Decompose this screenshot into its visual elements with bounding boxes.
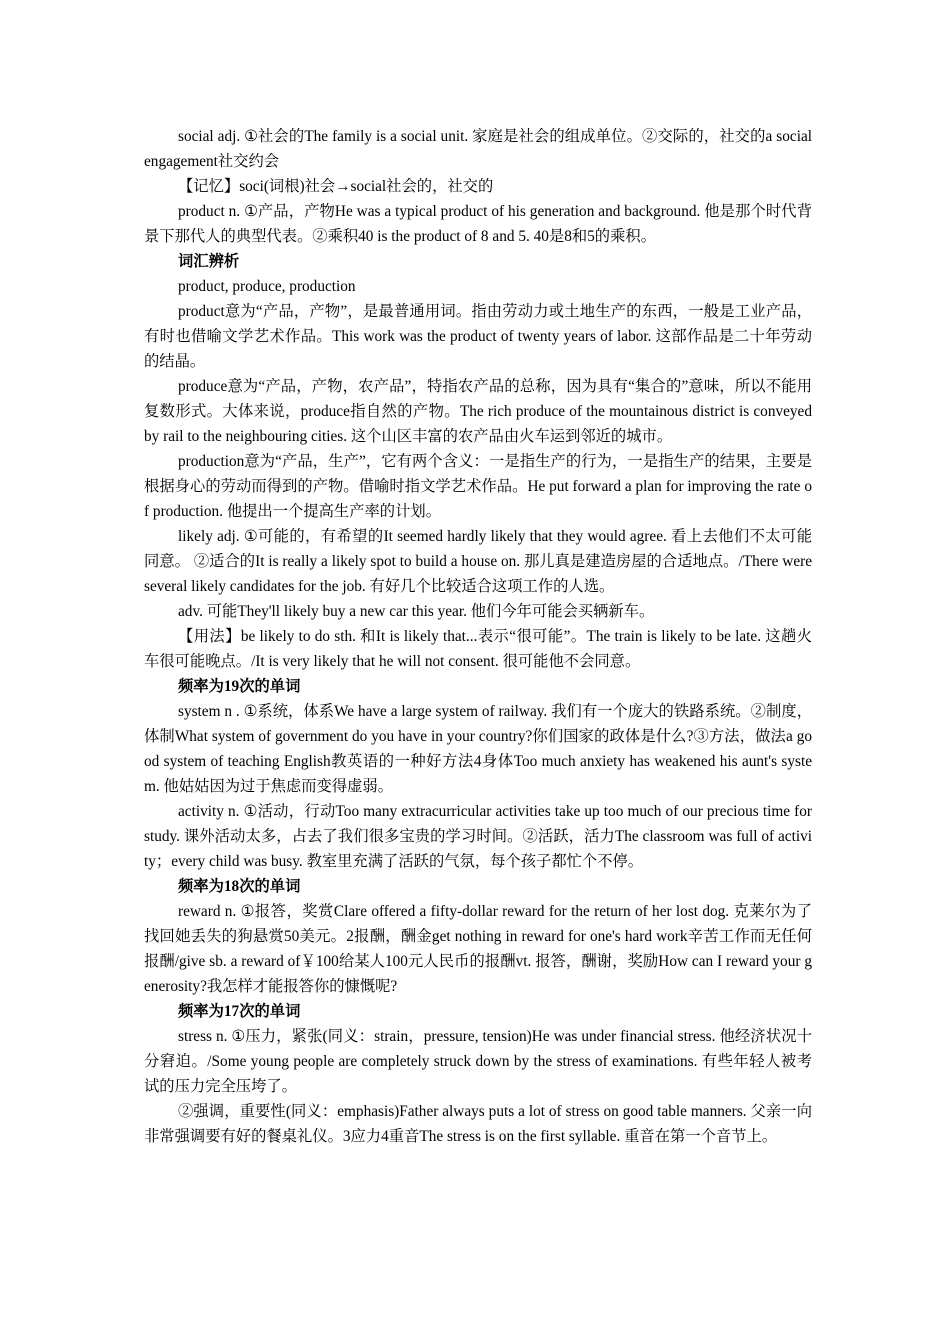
entry-stress: stress n. ①压力，紧张(同义：strain，pressure, tension)He was under financial stress. 他经济状况十分窘迫。/Some young people are completely struck down by the stress of examinations. 有些年轻人被考试的压力完全压垮了。: [144, 1028, 812, 1095]
usage-note-likely: 【用法】be likely to do sth. 和It is likely that...表示“很可能”。The train is likely to be late. 这趟火车很可能晚点。/It is very likely that he will not consent. 很可能他不会同意。: [144, 628, 812, 670]
section-heading-freq-18: 频率为18次的单词: [178, 878, 301, 895]
entry-stress-continued: ②强调，重要性(同义：emphasis)Father always puts a lot of stress on good table manners. 父亲一向非常强调要有好的餐桌礼仪。3应力4重音The stress is on the first syllable. 重音在第一个音节上。: [144, 1103, 812, 1145]
entry-activity: activity n. ①活动，行动Too many extracurricular activities take up too much of our precious time for study. 课外活动太多，占去了我们很多宝贵的学习时间。②活跃，活力The classroom was full of activity；every child was busy. 教室里充满了活跃的气氛，每个孩子都忙个不停。: [144, 803, 812, 870]
memory-note-social: 【记忆】soci(词根)社会→social社会的，社交的: [178, 178, 494, 195]
section-heading-freq-19: 频率为19次的单词: [178, 678, 301, 695]
section-heading-freq-17: 频率为17次的单词: [178, 1003, 301, 1020]
document-body: [144, 124, 812, 1149]
entry-likely: likely adj. ①可能的，有希望的It seemed hardly likely that they would agree. 看上去他们不太可能同意。 ②适合的It is really a likely spot to build a house on. 那儿真是建造房屋的合适地点。/There were several likely candidates for the job. 有好几个比较适合这项工作的人选。: [144, 528, 812, 595]
entry-likely-adv: adv. 可能They'll likely buy a new car this year. 他们今年可能会买辆新车。: [178, 603, 655, 620]
entry-system: system n . ①系统，体系We have a large system of railway. 我们有一个庞大的铁路系统。②制度，体制What system of government do you have in your country?你们国家的政体是什么?③方法，做法a good system of teaching English教英语的一种好方法4身体Too much anxiety has weakened his aunt's system. 他姑姑因为过于焦虑而变得虚弱。: [144, 703, 812, 795]
entry-reward: reward n. ①报答，奖赏Clare offered a fifty-dollar reward for the return of her lost dog. 克莱尔为了找回她丢失的狗悬赏50美元。2报酬，酬金get nothing in reward for one's hard work辛苦工作而无任何报酬/give sb. a reward of￥100给某人100元人民币的报酬vt. 报答，酬谢，奖励How can I reward your generosity?我怎样才能报答你的慷慨呢?: [144, 903, 812, 995]
explanation-production: production意为“产品，生产”，它有两个含义：一是指生产的行为，一是指生产的结果，主要是根据身心的劳动而得到的产物。借喻时指文学艺术作品。He put forward a plan for improving the rate of production. 他提出一个提高生产率的计划。: [144, 453, 812, 520]
comparison-words: product, produce, production: [178, 278, 356, 295]
explanation-produce: produce意为“产品，产物，农产品”，特指农产品的总称，因为具有“集合的”意味，所以不能用复数形式。大体来说，produce指自然的产物。The rich produce of the mountainous district is conveyed by rail to the neighbouring cities. 这个山区丰富的农产品由火车运到邻近的城市。: [144, 378, 812, 445]
section-heading-vocab-analysis: 词汇辨析: [178, 253, 240, 270]
entry-product: product n. ①产品，产物He was a typical product of his generation and background. 他是那个时代背景下那代人的典型代表。②乘积40 is the product of 8 and 5. 40是8和5的乘积。: [144, 203, 812, 245]
entry-social: social adj. ①社会的The family is a social unit. 家庭是社会的组成单位。②交际的，社交的a social engagement社交约会: [144, 128, 812, 170]
explanation-product: product意为“产品，产物”，是最普通用词。指由劳动力或土地生产的东西，一般是工业产品，有时也借喻文学艺术作品。This work was the product of twenty years of labor. 这部作品是二十年劳动的结晶。: [144, 303, 812, 370]
